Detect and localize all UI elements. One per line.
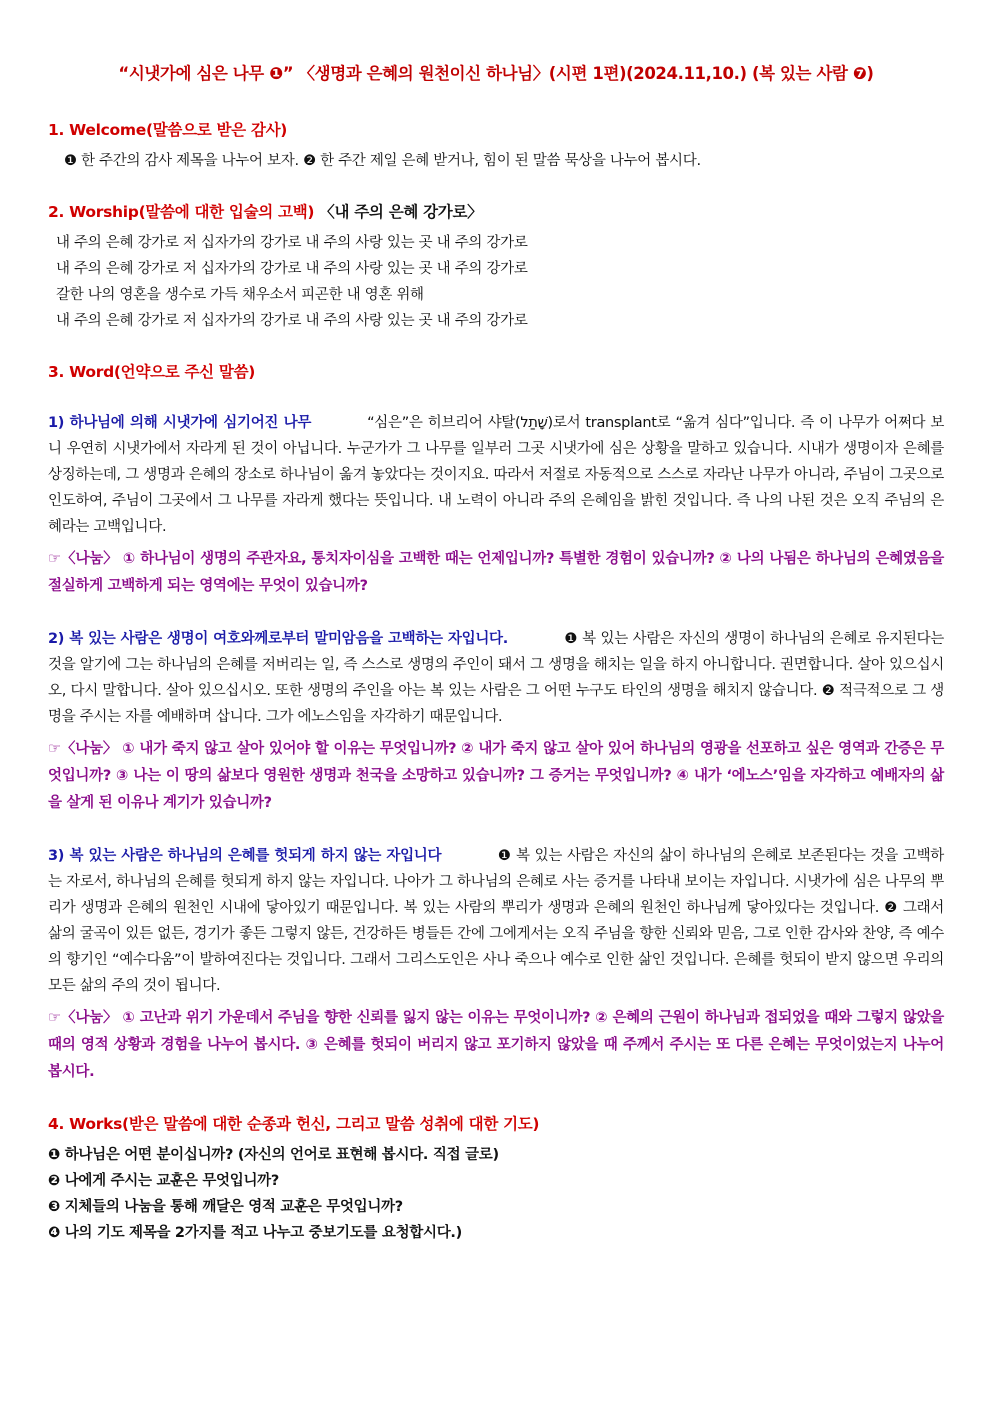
works-item: ❸ 지체들의 나눔을 통해 깨달은 영적 교훈은 무엇입니까?	[48, 1199, 403, 1215]
works-item: ❶ 하나님은 어떤 분이십니까? (자신의 언어로 표현해 봅시다. 직접 글로)	[48, 1147, 499, 1163]
lyric-line: 내 주의 은혜 강가로 저 십자가의 강가로 내 주의 사랑 있는 곳 내 주의 강가로	[56, 313, 528, 329]
song-title: 〈내 주의 은혜 강가로〉	[319, 203, 483, 221]
works-list	[48, 1142, 944, 1246]
document-page	[48, 60, 944, 1246]
point-body: ❶ 복 있는 사람은 자신의 생명이 하나님의 은혜로 유지된다는 것을 알기에 그는 하나님의 은혜를 저버리는 일, 즉 스스로 생명의 주인이 돼서 그 생명을 해치는 일을 하지 아니합니다. 권면합니다. 살아 있으십시오, 다시 말합니다. 살아 있으십시오. 또한 생명의 주인을 아는 복 있는 사람은 그 어떤 누구도 타인의 생명을 해치지 않습니다. ❷ 적극적으로 그 생명을 주시는 자를 예배하며 삽니다. 그가 에노스임을 자각하기 때문입니다.	[48, 631, 945, 725]
point-title: 3) 복 있는 사람은 하나님의 은혜를 헛되게 하지 않는 자입니다	[48, 848, 442, 864]
share-questions: ☞〈나눔〉 ① 내가 죽지 않고 살아 있어야 할 이유는 무엇입니까? ② 내가 죽지 않고 살아 있어 하나님의 영광을 선포하고 싶은 영역과 간증은 무엇입니까? ③ 나는 이 땅의 삶보다 영원한 생명과 천국을 소망하고 있습니까? 그 증거는 무엇입니까? ④ 내가 ‘에노스’임을 자각하고 예배자의 삶을 살게 된 이유나 계기가 있습니까?	[48, 741, 944, 811]
works-item: ❹ 나의 기도 제목을 2가지를 적고 나누고 중보기도를 요청합시다.)	[48, 1225, 462, 1241]
word-point-1	[48, 410, 944, 540]
section-heading-word: 3. Word(언약으로 주신 말씀)	[48, 363, 256, 381]
page-title: “시냇가에 심은 나무 ❶” 〈생명과 은혜의 원천이신 하나님〉(시편 1편)(2024.11,10.) (복 있는 사람 ❼)	[118, 64, 874, 83]
section-heading-works: 4. Works(받은 말씀에 대한 순종과 헌신, 그리고 말씀 성취에 대한 기도)	[48, 1115, 540, 1133]
lyric-line: 내 주의 은혜 강가로 저 십자가의 강가로 내 주의 사랑 있는 곳 내 주의 강가로	[56, 261, 528, 277]
share-questions: ☞〈나눔〉 ① 하나님이 생명의 주관자요, 통치자이심을 고백한 때는 언제입니까? 특별한 경험이 있습니까? ② 나의 나됨은 하나님의 은혜였음을 절실하게 고백하게 되는 영역에는 무엇이 있습니까?	[48, 551, 944, 594]
lyric-line: 갈한 나의 영혼을 생수로 가득 채우소서 피곤한 내 영혼 위해	[56, 287, 424, 303]
section-heading-worship	[48, 200, 944, 222]
point-body: ❶ 복 있는 사람은 자신의 삶이 하나님의 은혜로 보존된다는 것을 고백하는 자로서, 하나님의 은혜를 헛되게 하지 않는 자입니다. 나아가 그 하나님의 은혜로 사는 증거를 나타내 보이는 자입니다. 시냇가에 심은 나무의 뿌리가 생명과 은혜의 원천인 시내에 닿아있기 때문입니다. 복 있는 사람의 뿌리가 생명과 은혜의 원천인 하나님께 닿아있다는 것입니다. ❷ 그래서 삶의 굴곡이 있든 없든, 경기가 좋든 그렇지 않든, 건강하든 병들든 간에 그에게서는 오직 주님을 향한 신뢰와 믿음, 그로 인한 감사와 찬양, 즉 예수의 향기인 “예수다움”이 발하여진다는 것입니다. 그래서 그리스도인은 사나 죽으나 예수로 인한 삶인 것입니다. 은혜를 헛되이 받지 않으면 우리의 모든 삶의 주의 것이 됩니다.	[48, 848, 944, 994]
word-point-3	[48, 843, 944, 999]
point-title: 2) 복 있는 사람은 생명이 여호와께로부터 말미암음을 고백하는 자입니다.	[48, 631, 508, 647]
point-body: “심은”은 히브리어 샤탈(שָׁתַל)로서 transplant로 “옮겨 심다”입니다. 즉 이 나무가 어쩌다 보니 우연히 시냇가에서 자라게 된 것이 아닙니다. 누군가가 그 나무를 일부러 그곳 시냇가에 심은 상황을 말하고 있습니다. 시내가 생명이자 은혜를 상징하는데, 그 생명과 은혜의 장소로 하나님이 옮겨 놓았다는 것이지요. 따라서 저절로 자동적으로 스스로 자라난 나무가 아니라, 주님이 그곳으로 인도하여, 주님이 그곳에서 그 나무를 자라게 했다는 뜻입니다. 내 노력이 아니라 주의 은혜임을 밝힌 것입니다. 즉 나의 나된 것은 오직 주님의 은혜라는 고백입니다.	[48, 415, 945, 535]
lyric-line: 내 주의 은혜 강가로 저 십자가의 강가로 내 주의 사랑 있는 곳 내 주의 강가로	[56, 235, 528, 251]
word-point-2	[48, 626, 944, 730]
welcome-text: ❶ 한 주간의 감사 제목을 나누어 보자. ❷ 한 주간 제일 은혜 받거나, 힘이 된 말씀 묵상을 나누어 봅시다.	[64, 153, 701, 169]
section-heading-welcome: 1. Welcome(말씀으로 받은 감사)	[48, 121, 288, 139]
share-questions: ☞〈나눔〉 ① 고난과 위기 가운데서 주님을 향한 신뢰를 잃지 않는 이유는 무엇이니까? ② 은혜의 근원이 하나님과 접되었을 때와 그렇지 않았을 때의 영적 상황과 경험을 나누어 봅시다. ③ 은혜를 헛되이 버리지 않고 포기하지 않았을 때 주께서 주시는 또 다른 은혜는 무엇이었는지 나누어 봅시다.	[48, 1010, 944, 1080]
worship-heading-label: 2. Worship(말씀에 대한 입술의 고백)	[48, 203, 315, 221]
point-title: 1) 하나님에 의해 시냇가에 심기어진 나무	[48, 415, 312, 431]
song-lyrics	[48, 230, 944, 334]
works-item: ❷ 나에게 주시는 교훈은 무엇입니까?	[48, 1173, 279, 1189]
